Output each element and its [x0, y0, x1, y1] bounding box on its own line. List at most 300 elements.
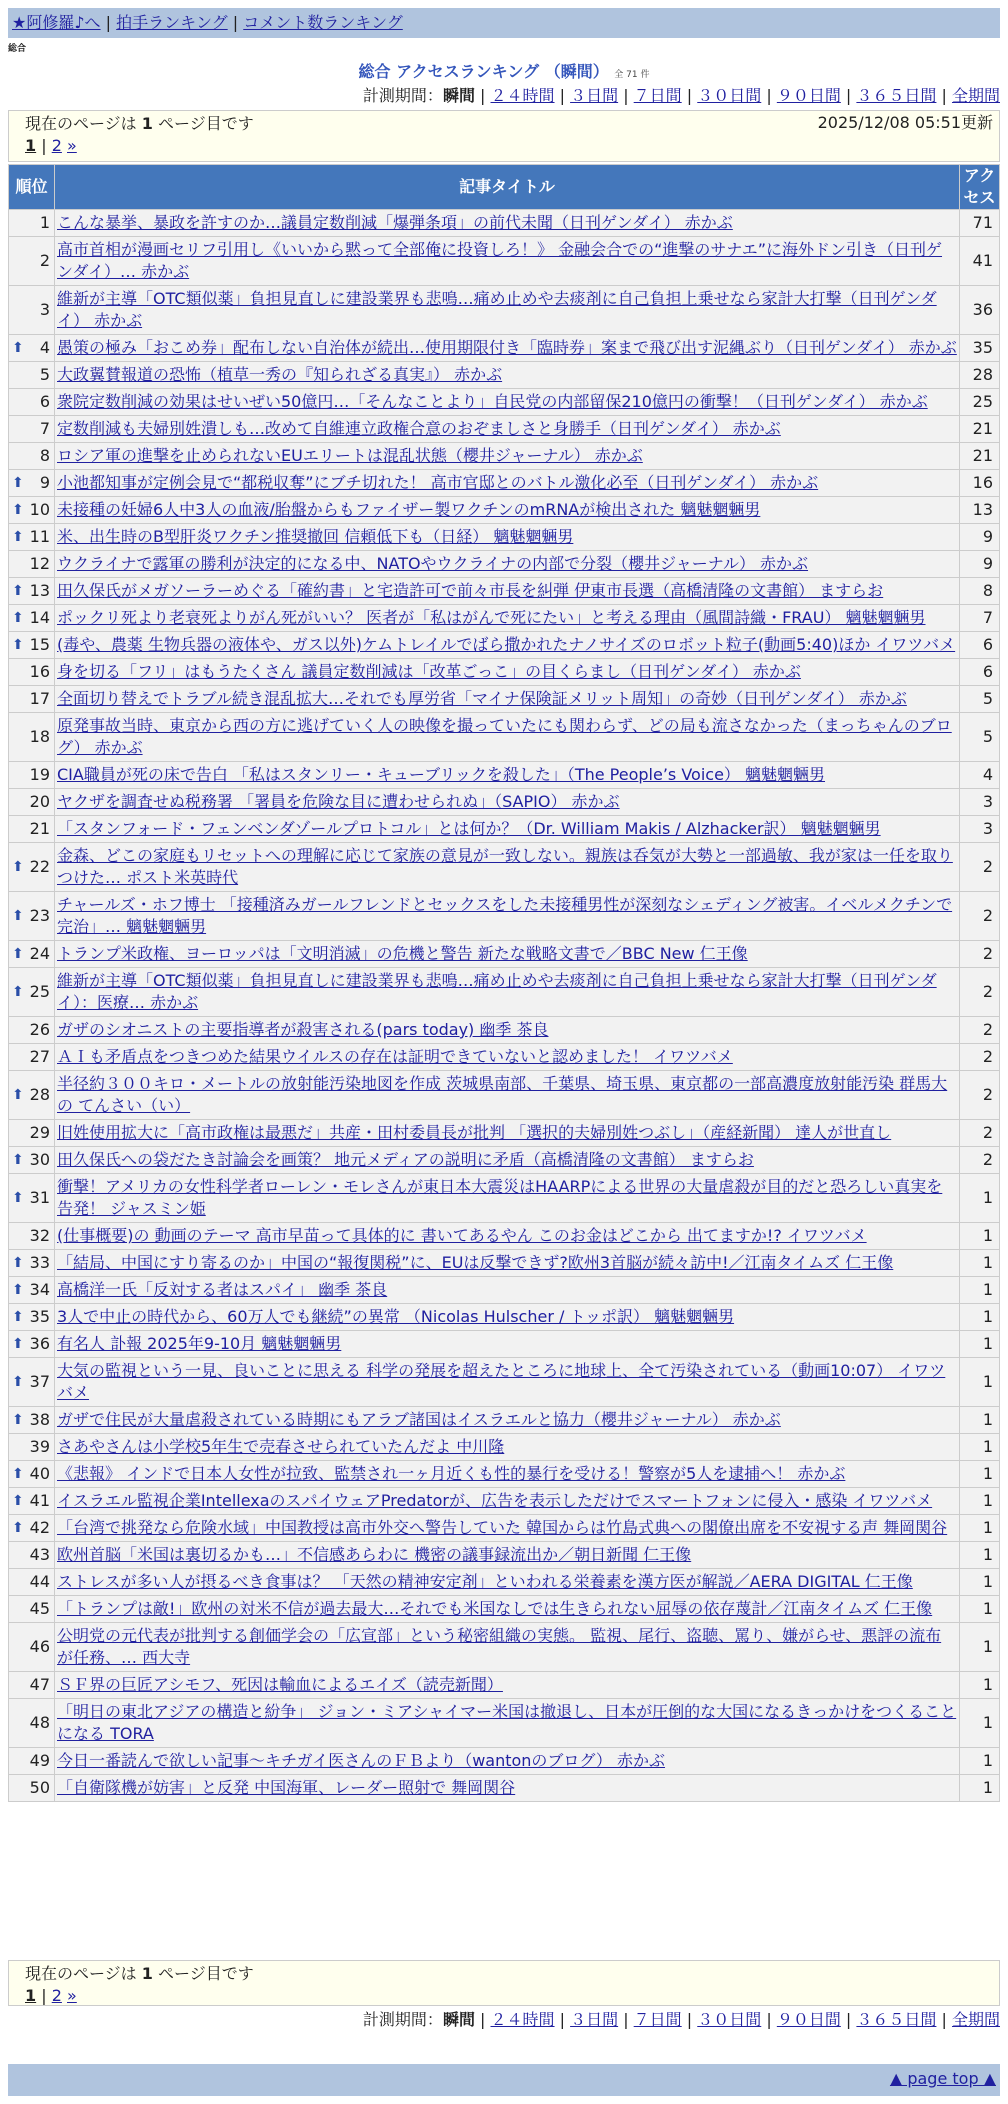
table-row [9, 1699, 1000, 1748]
rank-number: 43 [29, 1545, 50, 1564]
table-row [9, 1304, 1000, 1331]
access-count: 1 [960, 1174, 1000, 1223]
access-count: 1 [960, 1358, 1000, 1407]
title-cell [55, 1407, 960, 1434]
rank-cell [9, 1596, 55, 1623]
title-cell [55, 789, 960, 816]
title-cell [55, 578, 960, 605]
article-link[interactable]: チャールズ・ホフ博士 「接種済みガールフレンドとセックスをした未接種男性が深刻なシェディング被害。イベルメクチンで完治」… 魑魅魍魎男 [57, 895, 953, 936]
rank-cell [9, 1461, 55, 1488]
rank-cell [9, 816, 55, 843]
title-cell [55, 389, 960, 416]
rank-cell [9, 1250, 55, 1277]
period-separator: | [474, 86, 491, 105]
rank-number: 8 [39, 446, 50, 465]
nav-separator: | [232, 13, 239, 32]
title-cell [55, 362, 960, 389]
article-link[interactable]: 小池都知事が定例会見で“都税収奪”にブチ切れた！ 高市官邸とのバトル激化必至（日刊ゲンダイ） 赤かぶ [57, 473, 819, 492]
period-separator: | [936, 2010, 952, 2029]
rank-number: 13 [29, 581, 50, 600]
title-cell [55, 1250, 960, 1277]
access-count: 9 [960, 551, 1000, 578]
access-count: 2 [960, 968, 1000, 1017]
rank-number: 19 [29, 765, 50, 784]
article-link[interactable]: 定数削減も夫婦別姓潰しも…改めて自維連立政権合意のおぞましさと身勝手（日刊ゲンダイ） 赤かぶ [57, 419, 781, 438]
period-separator: | [761, 86, 777, 105]
rank-up-arrow-icon: ⬆ [12, 1190, 24, 1206]
top-nav-bar [8, 8, 1000, 38]
article-link[interactable]: 田久保氏への袋だたき討論会を画策？ 地元メディアの説明に矛盾（高橋清隆の文書館） ますらお [57, 1150, 754, 1169]
period-selector-bottom [363, 2010, 1000, 2029]
title-cell [55, 1775, 960, 1802]
table-row [9, 632, 1000, 659]
article-link[interactable]: 身を切る「フリ」はもうたくさん 議員定数削減は「改革ごっこ」の目くらまし（日刊ゲンダイ） 赤かぶ [57, 662, 801, 681]
period-link[interactable]: ３日間 [570, 2010, 619, 2029]
rank-up-arrow-icon: ⬆ [12, 946, 24, 962]
access-count: 2 [960, 1044, 1000, 1071]
article-link[interactable]: 原発事故当時、東京から西の方に逃げていく人の映像を撮っていたにも関わらず、どの局も流さなかった（まっちゃんのブログ） 赤かぶ [57, 716, 952, 757]
page-2-link[interactable]: 2 [51, 136, 62, 155]
page-status [25, 1963, 983, 1985]
page-2-link[interactable]: 2 [51, 1986, 62, 2005]
period-separator: | [761, 2010, 777, 2029]
article-link[interactable]: ストレスが多い人が摂るべき食事は？ 「天然の精神安定剤」といわれる栄養素を漢方医が解説／AERA DIGITAL 仁王像 [57, 1572, 913, 1591]
table-row [9, 686, 1000, 713]
title-cell [55, 605, 960, 632]
item-count: 全 71 件 [614, 70, 650, 80]
rank-cell [9, 1699, 55, 1748]
table-row [9, 789, 1000, 816]
access-count: 2 [960, 1017, 1000, 1044]
article-link[interactable]: 維新が主導「OTC類似薬」負担見直しに建設業界も悲鳴…痛め止めや去痰剤に自己負担上乗せなら家計大打撃（日刊ゲンダイ）：医療… 赤かぶ [57, 971, 937, 1012]
article-link[interactable]: さあやさんは小学校5年生で売春させられていたんだよ 中川隆 [57, 1437, 505, 1456]
period-link[interactable]: ３０日間 [697, 86, 762, 105]
article-link[interactable]: 田久保氏がメガソーラーめぐる「確約書」と宅造許可で前々市長を糾弾 伊東市長選（高橋清隆の文書館） ますらお [57, 581, 884, 600]
article-link[interactable]: ガザで住民が大量虐殺されている時期にもアラブ諸国はイスラエルと協力（櫻井ジャーナル） 赤かぶ [57, 1410, 781, 1429]
rank-number: 44 [29, 1572, 50, 1591]
next-page-link[interactable]: » [67, 136, 77, 155]
title-cell [55, 210, 960, 237]
table-row [9, 605, 1000, 632]
rank-cell [9, 1277, 55, 1304]
article-link[interactable]: 高市首相が漫画セリフ引用し《いいから黙って全部俺に投資しろ！》 金融会合での“進撃のサナエ”に海外ドン引き（日刊ゲンダイ）… 赤かぶ [57, 240, 943, 281]
applause-ranking-link[interactable]: 拍手ランキング [116, 13, 228, 32]
article-link[interactable]: ヤクザを調査せぬ税務署 「署員を危険な目に遭わせられぬ」（SAPIO） 赤かぶ [57, 792, 620, 811]
rank-cell [9, 762, 55, 789]
article-link[interactable]: 旧姓使用拡大に「高市政権は最悪だ」共産・田村委員長が批判 「選択的夫婦別姓つぶし」（産経新聞） 達人が世直し [57, 1123, 892, 1142]
access-count: 36 [960, 286, 1000, 335]
period-link[interactable]: ２４時間 [490, 2010, 555, 2029]
access-count: 13 [960, 497, 1000, 524]
period-separator: | [474, 2010, 491, 2029]
rank-cell [9, 1223, 55, 1250]
article-link[interactable]: ウクライナで露軍の勝利が決定的になる中、NATOやウクライナの内部で分裂（櫻井ジャーナル） 赤かぶ [57, 554, 809, 573]
title-cell [55, 1017, 960, 1044]
access-count: 2 [960, 843, 1000, 892]
rank-up-arrow-icon: ⬆ [12, 1466, 24, 1482]
period-link[interactable]: ３０日間 [697, 2010, 762, 2029]
rank-up-arrow-icon: ⬆ [12, 1309, 24, 1325]
period-selector-top [363, 86, 1000, 105]
access-count: 1 [960, 1623, 1000, 1672]
period-separator: | [840, 86, 857, 105]
rank-number: 11 [29, 527, 50, 546]
rank-up-arrow-icon: ⬆ [12, 637, 24, 653]
article-link[interactable]: 今日一番読んで欲しい記事〜キチガイ医さんのＦＢより（wantonのブログ） 赤かぶ [57, 1751, 666, 1770]
title-cell [55, 1596, 960, 1623]
table-row [9, 1775, 1000, 1802]
table-row [9, 1515, 1000, 1542]
article-link[interactable]: 未接種の妊婦6人中3人の血液/胎盤からもファイザー製ワクチンのmRNAが検出された 魑魅魍魎男 [57, 500, 761, 519]
title-cell [55, 1748, 960, 1775]
access-count: 2 [960, 1147, 1000, 1174]
rank-up-arrow-icon: ⬆ [12, 1282, 24, 1298]
access-count: 71 [960, 210, 1000, 237]
title-cell [55, 335, 960, 362]
article-link[interactable]: ＡＩも矛盾点をつきつめた結果ウイルスの存在は証明できていないと認めました！ イワツバメ [57, 1047, 733, 1066]
rank-number: 9 [39, 473, 50, 492]
period-link[interactable]: ３６５日間 [856, 86, 937, 105]
article-link[interactable]: CIA職員が死の床で告白 「私はスタンリー・キューブリックを殺した」（The People’s Voice） 魑魅魍魎男 [57, 765, 826, 784]
title-cell [55, 470, 960, 497]
table-row [9, 1672, 1000, 1699]
article-link[interactable]: (仕事概要)の 動画のテーマ 高市早苗って具体的に 書いてあるやん このお金はどこから 出てますか!? イワツバメ [57, 1226, 867, 1245]
article-link[interactable]: ロシア軍の進撃を止められないEUエリートは混乱状態（櫻井ジャーナル） 赤かぶ [57, 446, 643, 465]
access-count: 2 [960, 1071, 1000, 1120]
rank-number: 35 [29, 1307, 50, 1326]
article-link[interactable]: 衆院定数削減の効果はせいぜい50億円…「そんなことより」自民党の内部留保210億円の衝撃！（日刊ゲンダイ） 赤かぶ [57, 392, 928, 411]
rank-number: 26 [29, 1020, 50, 1039]
period-link[interactable]: ３６５日間 [856, 2010, 937, 2029]
rank-number: 10 [29, 500, 50, 519]
title-cell [55, 1044, 960, 1071]
access-count: 41 [960, 237, 1000, 286]
page-top-link[interactable]: ▲ page top ▲ [889, 2069, 996, 2088]
rank-number: 2 [39, 251, 50, 270]
rank-number: 15 [29, 635, 50, 654]
title-cell [55, 1174, 960, 1223]
rank-cell [9, 686, 55, 713]
page-status-suffix: ページ目です [152, 1964, 254, 1983]
table-row [9, 1461, 1000, 1488]
page-status-suffix: ページ目です [152, 114, 254, 133]
period-link[interactable]: ７日間 [633, 86, 682, 105]
rank-up-arrow-icon: ⬆ [12, 610, 24, 626]
rank-cell [9, 843, 55, 892]
rank-up-arrow-icon: ⬆ [12, 1520, 24, 1536]
rank-cell [9, 605, 55, 632]
rank-cell [9, 1407, 55, 1434]
rank-number: 47 [29, 1675, 50, 1694]
next-page-link[interactable]: » [67, 1986, 77, 2005]
rank-number: 7 [39, 419, 50, 438]
rank-number: 6 [39, 392, 50, 411]
rank-cell [9, 1748, 55, 1775]
pagination-separator: | [41, 136, 47, 155]
period-link[interactable]: 全期間 [951, 86, 1000, 105]
rank-number: 23 [29, 906, 50, 925]
table-row [9, 1488, 1000, 1515]
access-count: 28 [960, 362, 1000, 389]
ranking-table [8, 164, 1000, 1802]
period-current: 瞬間 [442, 86, 475, 105]
table-row [9, 389, 1000, 416]
access-count: 1 [960, 1461, 1000, 1488]
period-link[interactable]: ９０日間 [776, 86, 841, 105]
article-link[interactable]: (毒や、農薬 生物兵器の液体や、ガス以外)ケムトレイルでばら撒かれたナノサイズのロボット粒子(動画5:40)ほか イワツバメ [57, 635, 956, 654]
page-title-text: 総合 アクセスランキング （瞬間） [358, 62, 609, 81]
title-cell [55, 1699, 960, 1748]
title-cell [55, 286, 960, 335]
comment-ranking-link[interactable]: コメント数ランキング [243, 13, 403, 32]
article-link[interactable]: こんな暴挙、暴政を許すのか…議員定数削減「爆弾条項」の前代未聞（日刊ゲンダイ） 赤かぶ [57, 213, 733, 232]
rank-up-arrow-icon: ⬆ [12, 1493, 24, 1509]
access-count: 8 [960, 578, 1000, 605]
rank-up-arrow-icon: ⬆ [12, 529, 24, 545]
access-count: 1 [960, 1250, 1000, 1277]
title-cell [55, 1120, 960, 1147]
rank-cell [9, 578, 55, 605]
page-status-prefix: 現在のページは [25, 1964, 142, 1983]
page-status-number: 1 [141, 114, 153, 133]
rank-number: 27 [29, 1047, 50, 1066]
rank-cell [9, 1174, 55, 1223]
rank-up-arrow-icon: ⬆ [12, 984, 24, 1000]
rank-number: 50 [29, 1778, 50, 1797]
article-link[interactable]: ガザのシオニストの主要指導者が殺害される(pars today) 幽季 茶良 [57, 1020, 549, 1039]
rank-up-arrow-icon: ⬆ [12, 1152, 24, 1168]
rank-cell [9, 362, 55, 389]
article-link[interactable]: ポックリ死より老衰死よりがん死がいい？ 医者が「私はがんで死にたい」と考える理由（風間詩織・FRAU） 魑魅魍魎男 [57, 608, 926, 627]
period-separator: | [618, 86, 634, 105]
title-cell [55, 1488, 960, 1515]
article-link[interactable]: 大気の監視という一見、良いことに思える 科学の発展を超えたところに地球上、全て汚染されている（動画10:07） イワツバメ [57, 1361, 946, 1402]
period-current: 瞬間 [442, 2010, 475, 2029]
article-link[interactable]: 金森、どこの家庭もリセットへの理解に応じて家族の意見が一致しない。親族は呑気が大勢と一部過敏、我が家は一任を取りつけた… ポスト米英時代 [57, 846, 953, 887]
rank-cell [9, 551, 55, 578]
rank-number: 3 [39, 300, 50, 319]
access-count: 21 [960, 416, 1000, 443]
title-cell [55, 497, 960, 524]
article-link[interactable]: 衝撃！アメリカの女性科学者ローレン・モレさんが東日本大震災はHAARPによる世界の大量虐殺が目的だと恐ろしい真実を告発！ ジャスミン姫 [57, 1177, 943, 1218]
period-link[interactable]: ９０日間 [776, 2010, 841, 2029]
access-count: 3 [960, 816, 1000, 843]
title-cell [55, 1672, 960, 1699]
rank-number: 48 [29, 1713, 50, 1732]
period-link[interactable]: ２４時間 [490, 86, 555, 105]
article-link[interactable]: 「スタンフォード・フェンベンダゾールプロトコル」とは何か？（Dr. William Makis / Alzhacker訳） 魑魅魍魎男 [57, 819, 881, 838]
period-separator: | [618, 2010, 634, 2029]
article-link[interactable]: 「台湾で挑発なら危険水域」中国教授は高市外交へ警告していた 韓国からは竹島式典への閣僚出席を不安視する声 舞岡関谷 [57, 1518, 948, 1537]
period-link[interactable]: ７日間 [633, 2010, 682, 2029]
table-row [9, 1434, 1000, 1461]
access-count: 1 [960, 1331, 1000, 1358]
period-link[interactable]: ３日間 [570, 86, 619, 105]
access-count: 5 [960, 686, 1000, 713]
rank-cell [9, 941, 55, 968]
access-count: 16 [960, 470, 1000, 497]
article-link[interactable]: 米、出生時のB型肝炎ワクチン推奨撤回 信頼低下も（日経） 魑魅魍魎男 [57, 527, 574, 546]
access-count: 21 [960, 443, 1000, 470]
table-row [9, 1596, 1000, 1623]
article-link[interactable]: 有名人 訃報 2025年9-10月 魑魅魍魎男 [57, 1334, 342, 1353]
pagination-bottom [25, 1985, 983, 2007]
page-info-top [8, 110, 1000, 162]
access-count: 9 [960, 524, 1000, 551]
article-link[interactable]: 愚策の極み「おこめ券」配布しない自治体が続出…使用期限付き「臨時券」案まで飛び出す泥縄ぶり（日刊ゲンダイ） 赤かぶ [57, 338, 957, 357]
access-count: 35 [960, 335, 1000, 362]
rank-up-arrow-icon: ⬆ [12, 340, 24, 356]
access-count: 1 [960, 1672, 1000, 1699]
period-label: 計測期間： [362, 2010, 443, 2029]
table-row [9, 1250, 1000, 1277]
rank-cell [9, 443, 55, 470]
rank-number: 42 [29, 1518, 50, 1537]
period-link[interactable]: 全期間 [951, 2010, 1000, 2029]
table-row [9, 1044, 1000, 1071]
article-link[interactable]: 半径約３００キロ・メートルの放射能汚染地図を作成 茨城県南部、千葉県、埼玉県、東京都の一部高濃度放射能汚染 群馬大の てんさい（い） [57, 1074, 948, 1115]
rank-number: 16 [29, 662, 50, 681]
title-cell [55, 892, 960, 941]
rank-cell [9, 335, 55, 362]
rank-cell [9, 789, 55, 816]
article-link[interactable]: トランプ米政権、ヨーロッパは「文明消滅」の危機と警告 新たな戦略文書で／BBC New 仁王像 [57, 944, 748, 963]
rank-number: 46 [29, 1637, 50, 1656]
rank-cell [9, 968, 55, 1017]
rank-number: 28 [29, 1085, 50, 1104]
title-cell [55, 551, 960, 578]
article-link[interactable]: 「明日の東北アジアの構造と紛争」 ジョン・ミアシャイマー米国は撤退し、日本が圧倒的な大国になるきっかけをつくることになる TORA [57, 1702, 957, 1743]
page-status-number: 1 [141, 1964, 153, 1983]
title-cell [55, 1623, 960, 1672]
access-count: 1 [960, 1569, 1000, 1596]
table-row [9, 578, 1000, 605]
rank-number: 38 [29, 1410, 50, 1429]
access-count: 1 [960, 1775, 1000, 1802]
article-link[interactable]: ＳＦ界の巨匠アシモフ、死因は輸血によるエイズ（読売新聞） [57, 1675, 503, 1694]
table-row [9, 941, 1000, 968]
table-row [9, 1277, 1000, 1304]
table-row [9, 551, 1000, 578]
article-link[interactable]: 維新が主導「OTC類似薬」負担見直しに建設業界も悲鳴…痛め止めや去痰剤に自己負担上乗せなら家計大打撃（日刊ゲンダイ） 赤かぶ [57, 289, 937, 330]
table-row [9, 816, 1000, 843]
title-cell [55, 762, 960, 789]
access-count: 2 [960, 1120, 1000, 1147]
rank-cell [9, 286, 55, 335]
rank-number: 37 [29, 1372, 50, 1391]
table-row [9, 1017, 1000, 1044]
access-count: 3 [960, 789, 1000, 816]
rank-number: 4 [39, 338, 50, 357]
rank-cell [9, 1515, 55, 1542]
rank-cell [9, 1623, 55, 1672]
pagination-separator: | [41, 1986, 47, 2005]
table-row [9, 524, 1000, 551]
rank-number: 30 [29, 1150, 50, 1169]
article-link[interactable]: イスラエル監視企業IntellexaのスパイウェアPredatorが、広告を表示しただけでスマートフォンに侵入・感染 イワツバメ [57, 1491, 933, 1510]
access-count: 25 [960, 389, 1000, 416]
current-page: 1 [25, 136, 37, 155]
article-link[interactable]: 公明党の元代表が批判する創価学会の「広宣部」という秘密組織の実態。 監視、尾行、盗聴、罵り、嫌がらせ、悪評の流布が任務、… 西大寺 [57, 1626, 942, 1667]
article-link[interactable]: 高橋洋一氏「反対する者はスパイ」 幽季 茶良 [57, 1280, 388, 1299]
period-label: 計測期間： [362, 86, 443, 105]
rank-cell [9, 1542, 55, 1569]
article-link[interactable]: 大政翼賛報道の恐怖（植草一秀の『知られざる真実』） 赤かぶ [57, 365, 503, 384]
article-link[interactable]: 全面切り替えでトラブル続き混乱拡大…それでも厚労省「マイナ保険証メリット周知」の奇妙（日刊ゲンダイ） 赤かぶ [57, 689, 907, 708]
rank-number: 45 [29, 1599, 50, 1618]
rank-up-arrow-icon: ⬆ [12, 1374, 24, 1390]
rank-number: 24 [29, 944, 50, 963]
table-row [9, 1407, 1000, 1434]
title-cell [55, 843, 960, 892]
rank-number: 1 [39, 213, 50, 232]
page-info-bottom [8, 1960, 1000, 2006]
rank-number: 18 [29, 727, 50, 746]
access-count: 1 [960, 1434, 1000, 1461]
current-page: 1 [25, 1986, 37, 2005]
rank-up-arrow-icon: ⬆ [12, 908, 24, 924]
rank-number: 34 [29, 1280, 50, 1299]
table-row [9, 1223, 1000, 1250]
article-link[interactable]: 《悲報》 インドで日本人女性が拉致、監禁され一ヶ月近くも性的暴行を受ける！警察が5人を逮捕へ！ 赤かぶ [57, 1464, 846, 1483]
home-link[interactable]: ★阿修羅♪へ [12, 13, 101, 32]
title-cell [55, 1569, 960, 1596]
rank-up-arrow-icon: ⬆ [12, 1412, 24, 1428]
article-link[interactable]: 「結局、中国にすり寄るのか」中国の“報復関税”に、EUは反撃できず?欧州3首脳が続々訪中!／江南タイムズ 仁王像 [57, 1253, 894, 1272]
rank-cell [9, 1071, 55, 1120]
rank-number: 49 [29, 1751, 50, 1770]
table-row [9, 1174, 1000, 1223]
rank-up-arrow-icon: ⬆ [12, 502, 24, 518]
rank-number: 17 [29, 689, 50, 708]
table-row [9, 843, 1000, 892]
pagination-top [25, 135, 983, 157]
access-count: 6 [960, 659, 1000, 686]
rank-cell [9, 470, 55, 497]
nav-separator: | [105, 13, 112, 32]
table-row [9, 470, 1000, 497]
article-link[interactable]: 3人で中止の時代から、60万人でも継続”の異常 （Nicolas Hulscher / トッポ訳） 魑魅魍魎男 [57, 1307, 735, 1326]
rank-number: 29 [29, 1123, 50, 1142]
rank-cell [9, 497, 55, 524]
title-cell [55, 713, 960, 762]
table-row [9, 286, 1000, 335]
article-link[interactable]: 「自衛隊機が妨害」と反発 中国海軍、レーダー照射で 舞岡関谷 [57, 1778, 516, 1797]
rank-number: 33 [29, 1253, 50, 1272]
access-count: 1 [960, 1277, 1000, 1304]
title-cell [55, 659, 960, 686]
table-row [9, 659, 1000, 686]
title-cell [55, 1071, 960, 1120]
header-rank: 順位 [9, 165, 55, 210]
rank-cell [9, 1434, 55, 1461]
rank-up-arrow-icon: ⬆ [12, 1087, 24, 1103]
table-row [9, 1623, 1000, 1672]
article-link[interactable]: 欧州首脳「米国は裏切るかも…」不信感あらわに 機密の議事録流出か／朝日新聞 仁王像 [57, 1545, 692, 1564]
rank-cell [9, 1488, 55, 1515]
access-count: 6 [960, 632, 1000, 659]
title-cell [55, 524, 960, 551]
table-row [9, 1748, 1000, 1775]
rank-number: 39 [29, 1437, 50, 1456]
title-cell [55, 443, 960, 470]
rank-cell [9, 1120, 55, 1147]
title-cell [55, 632, 960, 659]
title-cell [55, 816, 960, 843]
access-count: 1 [960, 1699, 1000, 1748]
article-link[interactable]: 「トランプは敵!」欧州の対米不信が過去最大…それでも米国なしでは生きられない屈辱の依存蔑計／江南タイムズ 仁王像 [57, 1599, 933, 1618]
table-row [9, 1542, 1000, 1569]
